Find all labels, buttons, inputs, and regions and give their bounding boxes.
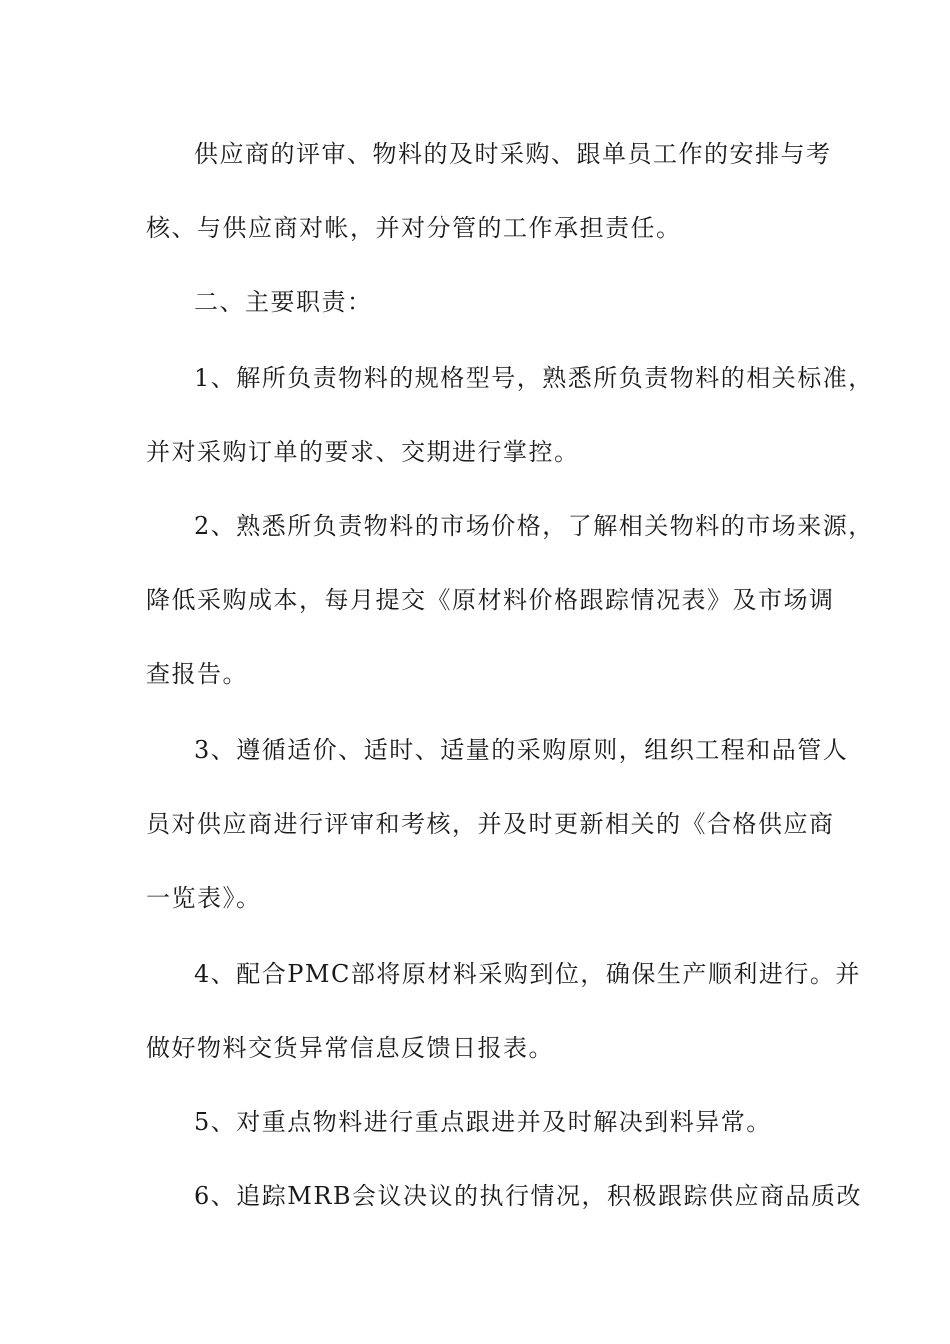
text-line: 6、追踪MRB会议决议的执行情况，积极跟踪供应商品质改	[194, 1182, 863, 1210]
text-line: 查报告。	[146, 660, 248, 688]
text-line: 并对采购订单的要求、交期进行掌控。	[146, 438, 580, 466]
text-line: 做好物料交货异常信息反馈日报表。	[146, 1034, 554, 1062]
text-line: 2、熟悉所负责物料的市场价格，了解相关物料的市场来源，	[194, 512, 874, 540]
section-heading: 二、主要职责：	[194, 288, 373, 316]
text-line: 5、对重点物料进行重点跟进并及时解决到料异常。	[194, 1108, 772, 1136]
text-line: 一览表》。	[146, 884, 262, 912]
text-line: 3、遵循适价、适时、适量的采购原则，组织工程和品管人	[194, 736, 849, 764]
text-line: 供应商的评审、物料的及时采购、跟单员工作的安排与考	[194, 140, 832, 168]
text-line: 4、配合PMC部将原材料采购到位，确保生产顺利进行。并	[194, 960, 861, 988]
text-line: 核、与供应商对帐，并对分管的工作承担责任。	[146, 214, 682, 242]
text-line: 1、解所负责物料的规格型号，熟悉所负责物料的相关标准，	[194, 364, 874, 392]
text-line: 降低采购成本，每月提交《原材料价格跟踪情况表》及市场调	[146, 586, 835, 614]
text-line: 员对供应商进行评审和考核，并及时更新相关的《合格供应商	[146, 810, 835, 838]
